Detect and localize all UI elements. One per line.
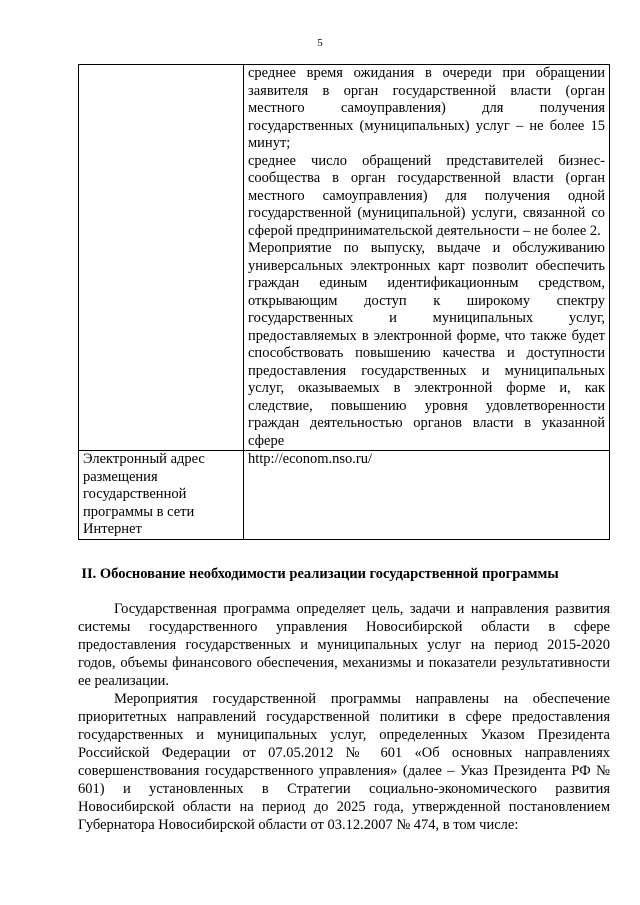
table-row (79, 65, 610, 451)
table-cell-label: Электронный адрес размещения государственной программы в сети Интернет (79, 451, 244, 540)
result-paragraph: среднее время ожидания в очереди при обращении заявителя в орган государственной власти (орган местного самоуправления) для получения государственных (муниципальных) услуг – не более 15 минут; (248, 65, 605, 151)
table-cell-empty (79, 65, 244, 451)
table-cell-expected-results (244, 65, 610, 451)
program-passport-table (78, 64, 610, 540)
body-paragraph: Мероприятия государственной программы направлены на обеспечение приоритетных направлений государственной политики в сфере предоставления государственных и муниципальных услуг, определенных Указом Президента Российской Федерации от 07.05.2012 № 601 «Об основных направлениях совершенствования государственного управления» (далее – Указ Президента РФ № 601) и установленных в Стратегии социально-экономического развития Новосибирской области на период до 2025 года, утвержденной постановлением Губернатора Новосибирской области от 03.12.2007 № 474, в том числе: (78, 691, 610, 833)
result-paragraph: Мероприятие по выпуску, выдаче и обслуживанию универсальных электронных карт позволит обеспечить граждан единым идентификационным средством, открывающим доступ к широкому спектру государственных и муниципальных услуг, предоставляемых в электронной форме, что также будет способствовать повышению качества и доступности предоставления государственных и муниципальных услуг, оказываемых в электронной форме и, как следствие, повышению уровня удовлетворенности граждан деятельностью органов власти в указанной сфере (248, 240, 605, 449)
section-title: II. Обоснование необходимости реализации государственной программы (81, 566, 559, 582)
table-row (79, 451, 610, 540)
program-url-link[interactable]: http://econom.nso.ru/ (244, 451, 610, 540)
body-paragraph: Государственная программа определяет цель, задачи и направления развития системы государственного управления Новосибирской области в сфере предоставления государственных и муниципальных услуг на период 2015-2020 годов, объемы финансового обеспечения, механизмы и показатели результативности ее реализации. (78, 601, 610, 689)
section-body (78, 600, 610, 834)
page-number: 5 (317, 37, 323, 49)
result-paragraph: среднее число обращений представителей бизнес-сообщества в орган государственной власти (орган местного самоуправления) для получения одной государственной (муниципальной) услуги, связанной со сферой предпринимательской деятельности – не более 2. (248, 152, 605, 239)
